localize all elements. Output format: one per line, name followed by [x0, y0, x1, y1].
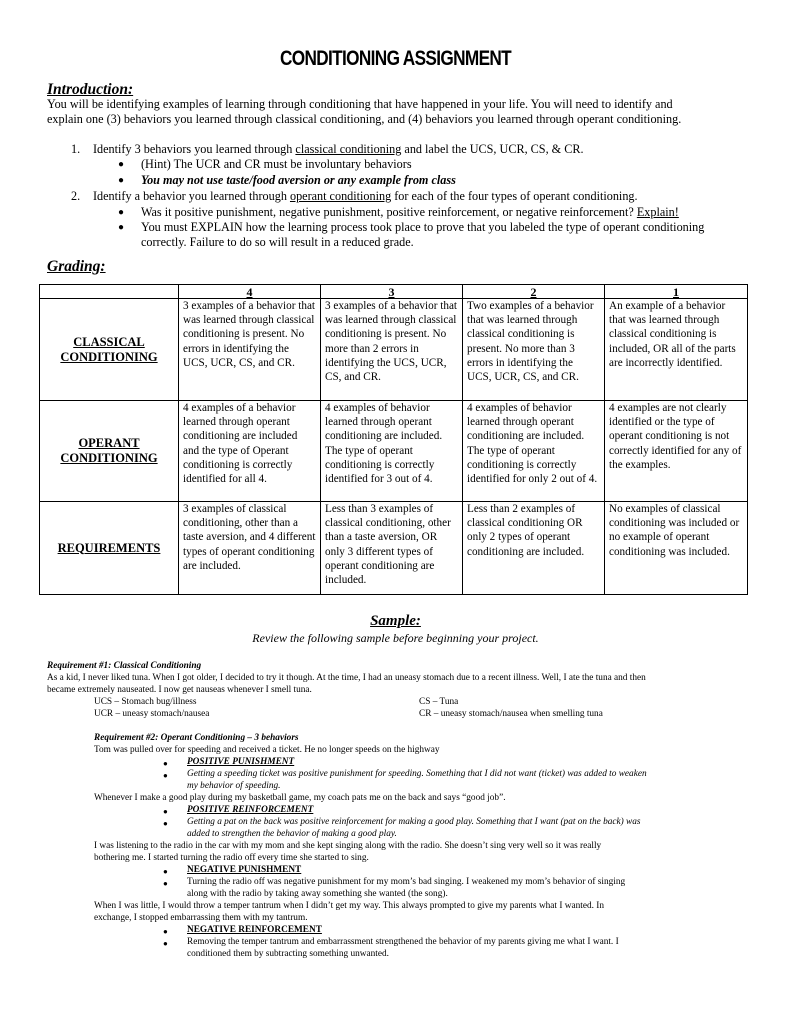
step-2-text: Identify a behavior you learned through operant conditioning for each of the four types of operant conditioning. — [93, 189, 638, 203]
example-2-text: Whenever I make a good play during my basketball game, my coach pats me on the back and says “good job”. — [94, 793, 506, 803]
bullet-icon: ● — [163, 879, 168, 888]
rubric-column-header: 4 — [179, 285, 321, 299]
rubric-header-row — [40, 285, 748, 299]
step-1-bullet-2: You may not use taste/food aversion or any example from class — [141, 173, 456, 187]
explanation-2-line-2: added to strengthen the behavior of making a good play. — [187, 829, 397, 839]
rubric-cell: Less than 3 examples of classical conditioning, other than a taste aversion, OR only 3 different types of operant conditioning are included. — [321, 502, 463, 595]
grading-rubric-table — [39, 284, 748, 595]
grading-heading: Grading: — [47, 258, 106, 275]
bullet-icon: ● — [118, 159, 125, 170]
bullet-icon: ● — [163, 807, 168, 816]
rubric-cell: No examples of classical conditioning was included or no example of operant conditioning was included. — [605, 502, 748, 595]
rubric-cell: An example of a behavior that was learned through classical conditioning is included, OR all of the parts are incorrectly identified. — [605, 299, 748, 401]
type-positive-punishment: POSITIVE PUNISHMENT — [187, 757, 295, 767]
rubric-row-label: CLASSICAL CONDITIONING — [40, 299, 179, 401]
explanation-1-line-2: my behavior of speeding. — [187, 781, 281, 791]
type-positive-reinforcement: POSITIVE REINFORCEMENT — [187, 805, 314, 815]
explanation-1-line-1: Getting a speeding ticket was positive punishment for speeding. Something that I did not want (ticket) was added to weaken — [187, 769, 647, 779]
bullet-icon: ● — [163, 867, 168, 876]
ucs-label: UCS – Stomach bug/illness — [94, 697, 197, 707]
rubric-cell: 4 examples of a behavior learned through operant conditioning are included and the type of Operant conditioning is correctly identified for all 4. — [179, 401, 321, 502]
explanation-4-line-1: Removing the temper tantrum and embarrassment strengthened the behavior of my parents giving me what I want. I — [187, 937, 619, 947]
bullet-icon: ● — [163, 939, 168, 948]
type-negative-punishment: NEGATIVE PUNISHMENT — [187, 865, 302, 875]
explanation-3-line-1: Turning the radio off was negative punishment for my mom’s bad singing. I weakened my mom’s behavior of singing — [187, 877, 626, 887]
cs-label: CS – Tuna — [419, 697, 459, 707]
type-negative-reinforcement: NEGATIVE REINFORCEMENT — [187, 925, 322, 935]
rubric-row-classical — [40, 299, 748, 401]
rubric-cell: 3 examples of a behavior that was learned through classical conditioning is present. No more than 2 errors in identifying the UCS, UCR, CS, and CR. — [321, 299, 463, 401]
explanation-2-line-1: Getting a pat on the back was positive reinforcement for making a good play. Something that I want (pat on the back) was — [187, 817, 641, 827]
example-3-line-1: I was listening to the radio in the car with my mom and she kept singing along with the radio. She doesn’t sing very well so it was really — [94, 841, 602, 851]
step-1-bullet-1: (Hint) The UCR and CR must be involuntary behaviors — [141, 157, 412, 171]
rubric-cell: 4 examples of behavior learned through operant conditioning are included. The type of operant conditioning is correctly identified for only 2 out of 4. — [463, 401, 605, 502]
operant-conditioning-term: operant conditioning — [289, 189, 392, 203]
rubric-row-label: OPERANT CONDITIONING — [40, 401, 179, 502]
rubric-cell: 4 examples of behavior learned through operant conditioning are included. The type of operant conditioning is correctly identified for 3 out of 4. — [321, 401, 463, 502]
rubric-cell: Two examples of a behavior that was learned through classical conditioning is present. No more than 3 errors in identifying the UCS, UCR, CS, and CR. — [463, 299, 605, 401]
sample-subheading: Review the following sample before beginning your project. — [252, 631, 539, 645]
step-2-number: 2. — [71, 189, 81, 203]
intro-line-2: explain one (3) behaviors you learned through classical conditioning, and (4) behaviors you learned through operant conditioning. — [47, 112, 682, 126]
document-title: CONDITIONING ASSIGNMENT — [279, 47, 512, 70]
bullet-icon: ● — [163, 771, 168, 780]
bullet-icon: ● — [163, 759, 168, 768]
ucr-label: UCR – uneasy stomach/nausea — [94, 709, 210, 719]
requirement-1-heading: Requirement #1: Classical Conditioning — [47, 661, 202, 671]
intro-line-1: You will be identifying examples of learning through conditioning that have happened in your life. You will need to identify and — [47, 97, 673, 111]
rubric-corner-cell — [40, 285, 179, 299]
explanation-3-line-2: along with the radio by taking away something she wanted (the song). — [187, 889, 448, 899]
cr-label: CR – uneasy stomach/nausea when smelling tuna — [419, 709, 603, 719]
rubric-cell: 3 examples of a behavior that was learned through classical conditioning is present. No errors in identifying the UCS, UCR, CS, and CR. — [179, 299, 321, 401]
bullet-icon: ● — [118, 175, 125, 186]
rubric-cell: 3 examples of classical conditioning, other than a taste aversion, and 4 different types of operant conditioning are included. — [179, 502, 321, 595]
example-4-line-2: exchange, I stopped embarrassing them with my tantrum. — [94, 913, 308, 923]
bullet-icon: ● — [163, 819, 168, 828]
example-4-line-1: When I was little, I would throw a temper tantrum when I didn’t get my way. This always prompted to give my parents what I wanted. In — [94, 901, 605, 911]
classical-conditioning-term: classical conditioning — [295, 142, 402, 156]
rubric-column-header: 3 — [321, 285, 463, 299]
step-2-bullet-1: Was it positive punishment, negative punishment, positive reinforcement, or negative reinforcement? Explain! — [141, 205, 679, 219]
requirement-1-line-1: As a kid, I never liked tuna. When I got older, I decided to try it though. At the time, I had an uneasy stomach due to a recent illness. Well, I ate the tuna and then — [47, 673, 646, 683]
step-2-bullet-2-line-1: You must EXPLAIN how the learning process took place to prove that you labeled the type of operant conditioning — [141, 220, 705, 234]
bullet-icon: ● — [118, 207, 125, 218]
explanation-4-line-2: conditioned them by subtracting something unwanted. — [187, 949, 389, 959]
rubric-cell: Less than 2 examples of classical conditioning OR only 2 types of operant conditioning are included. — [463, 502, 605, 595]
rubric-row-label: REQUIREMENTS — [40, 502, 179, 595]
introduction-heading: Introduction: — [47, 81, 134, 98]
step-1-number: 1. — [71, 142, 81, 156]
example-1-text: Tom was pulled over for speeding and received a ticket. He no longer speeds on the highway — [94, 745, 440, 755]
rubric-column-header: 2 — [463, 285, 605, 299]
bullet-icon: ● — [163, 927, 168, 936]
step-1-text: Identify 3 behaviors you learned through classical conditioning and label the UCS, UCR, CS, & CR. — [93, 142, 584, 156]
rubric-row-requirements — [40, 502, 748, 595]
requirement-2-heading: Requirement #2: Operant Conditioning – 3 behaviors — [94, 733, 299, 743]
bullet-icon: ● — [118, 222, 125, 233]
rubric-column-header: 1 — [605, 285, 748, 299]
step-2-bullet-2-line-2: correctly. Failure to do so will result in a reduced grade. — [141, 235, 414, 249]
requirement-1-line-2: became extremely nauseated. I now get nauseas whenever I smell tuna. — [47, 685, 312, 695]
sample-heading: Sample: — [370, 613, 421, 629]
rubric-cell: 4 examples are not clearly identified or the type of operant conditioning is not correctly identified for any of the examples. — [605, 401, 748, 502]
rubric-row-operant — [40, 401, 748, 502]
example-3-line-2: bothering me. I started turning the radio off every time she started to sing. — [94, 853, 369, 863]
